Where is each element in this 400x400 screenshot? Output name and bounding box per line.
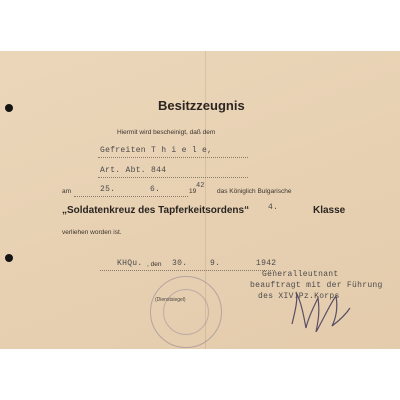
punch-hole-top [5, 104, 13, 112]
class-label: Klasse [313, 205, 346, 216]
award-class: 4. [268, 203, 279, 212]
award-year-suffix: 42 [196, 182, 205, 190]
issue-month: 9. [210, 259, 221, 268]
award-year-prefix: 19 [189, 188, 197, 195]
seal-label: (Dienstsiegel) [155, 297, 186, 303]
award-month: 6. [150, 185, 161, 194]
signer-unit: des XIV.Pz.Korps [258, 292, 340, 301]
certificate-paper [0, 51, 400, 349]
dotted-line [98, 177, 248, 178]
verliehen-text: verliehen worden ist. [62, 229, 122, 236]
issue-place: KHQu. [117, 259, 143, 268]
signer-role: beauftragt mit der Führung [250, 281, 383, 290]
signer-rank: Generalleutnant [262, 270, 339, 279]
recipient-name: Gefreiten T h i e l e, [100, 146, 213, 155]
place-date-separator: , den [147, 261, 162, 268]
certify-line: Hiermit wird bescheinigt, daß dem [117, 129, 216, 136]
seal-inner-ring [163, 289, 209, 335]
award-intro: das Königlich Bulgarische [217, 188, 292, 195]
official-seal-stamp [150, 276, 222, 348]
punch-hole-bottom [5, 254, 13, 262]
document-title: Besitzzeugnis [158, 98, 245, 113]
issue-day: 30. [172, 259, 188, 268]
dotted-line [74, 196, 188, 197]
award-name: „Soldatenkreuz des Tapferkeitsordens“ [62, 205, 250, 216]
date-prefix: am [62, 188, 72, 195]
award-day: 25. [100, 185, 116, 194]
dotted-line [98, 157, 248, 158]
recipient-unit: Art. Abt. 844 [100, 166, 167, 175]
issue-year: 1942 [256, 259, 277, 268]
dotted-line [100, 270, 275, 271]
